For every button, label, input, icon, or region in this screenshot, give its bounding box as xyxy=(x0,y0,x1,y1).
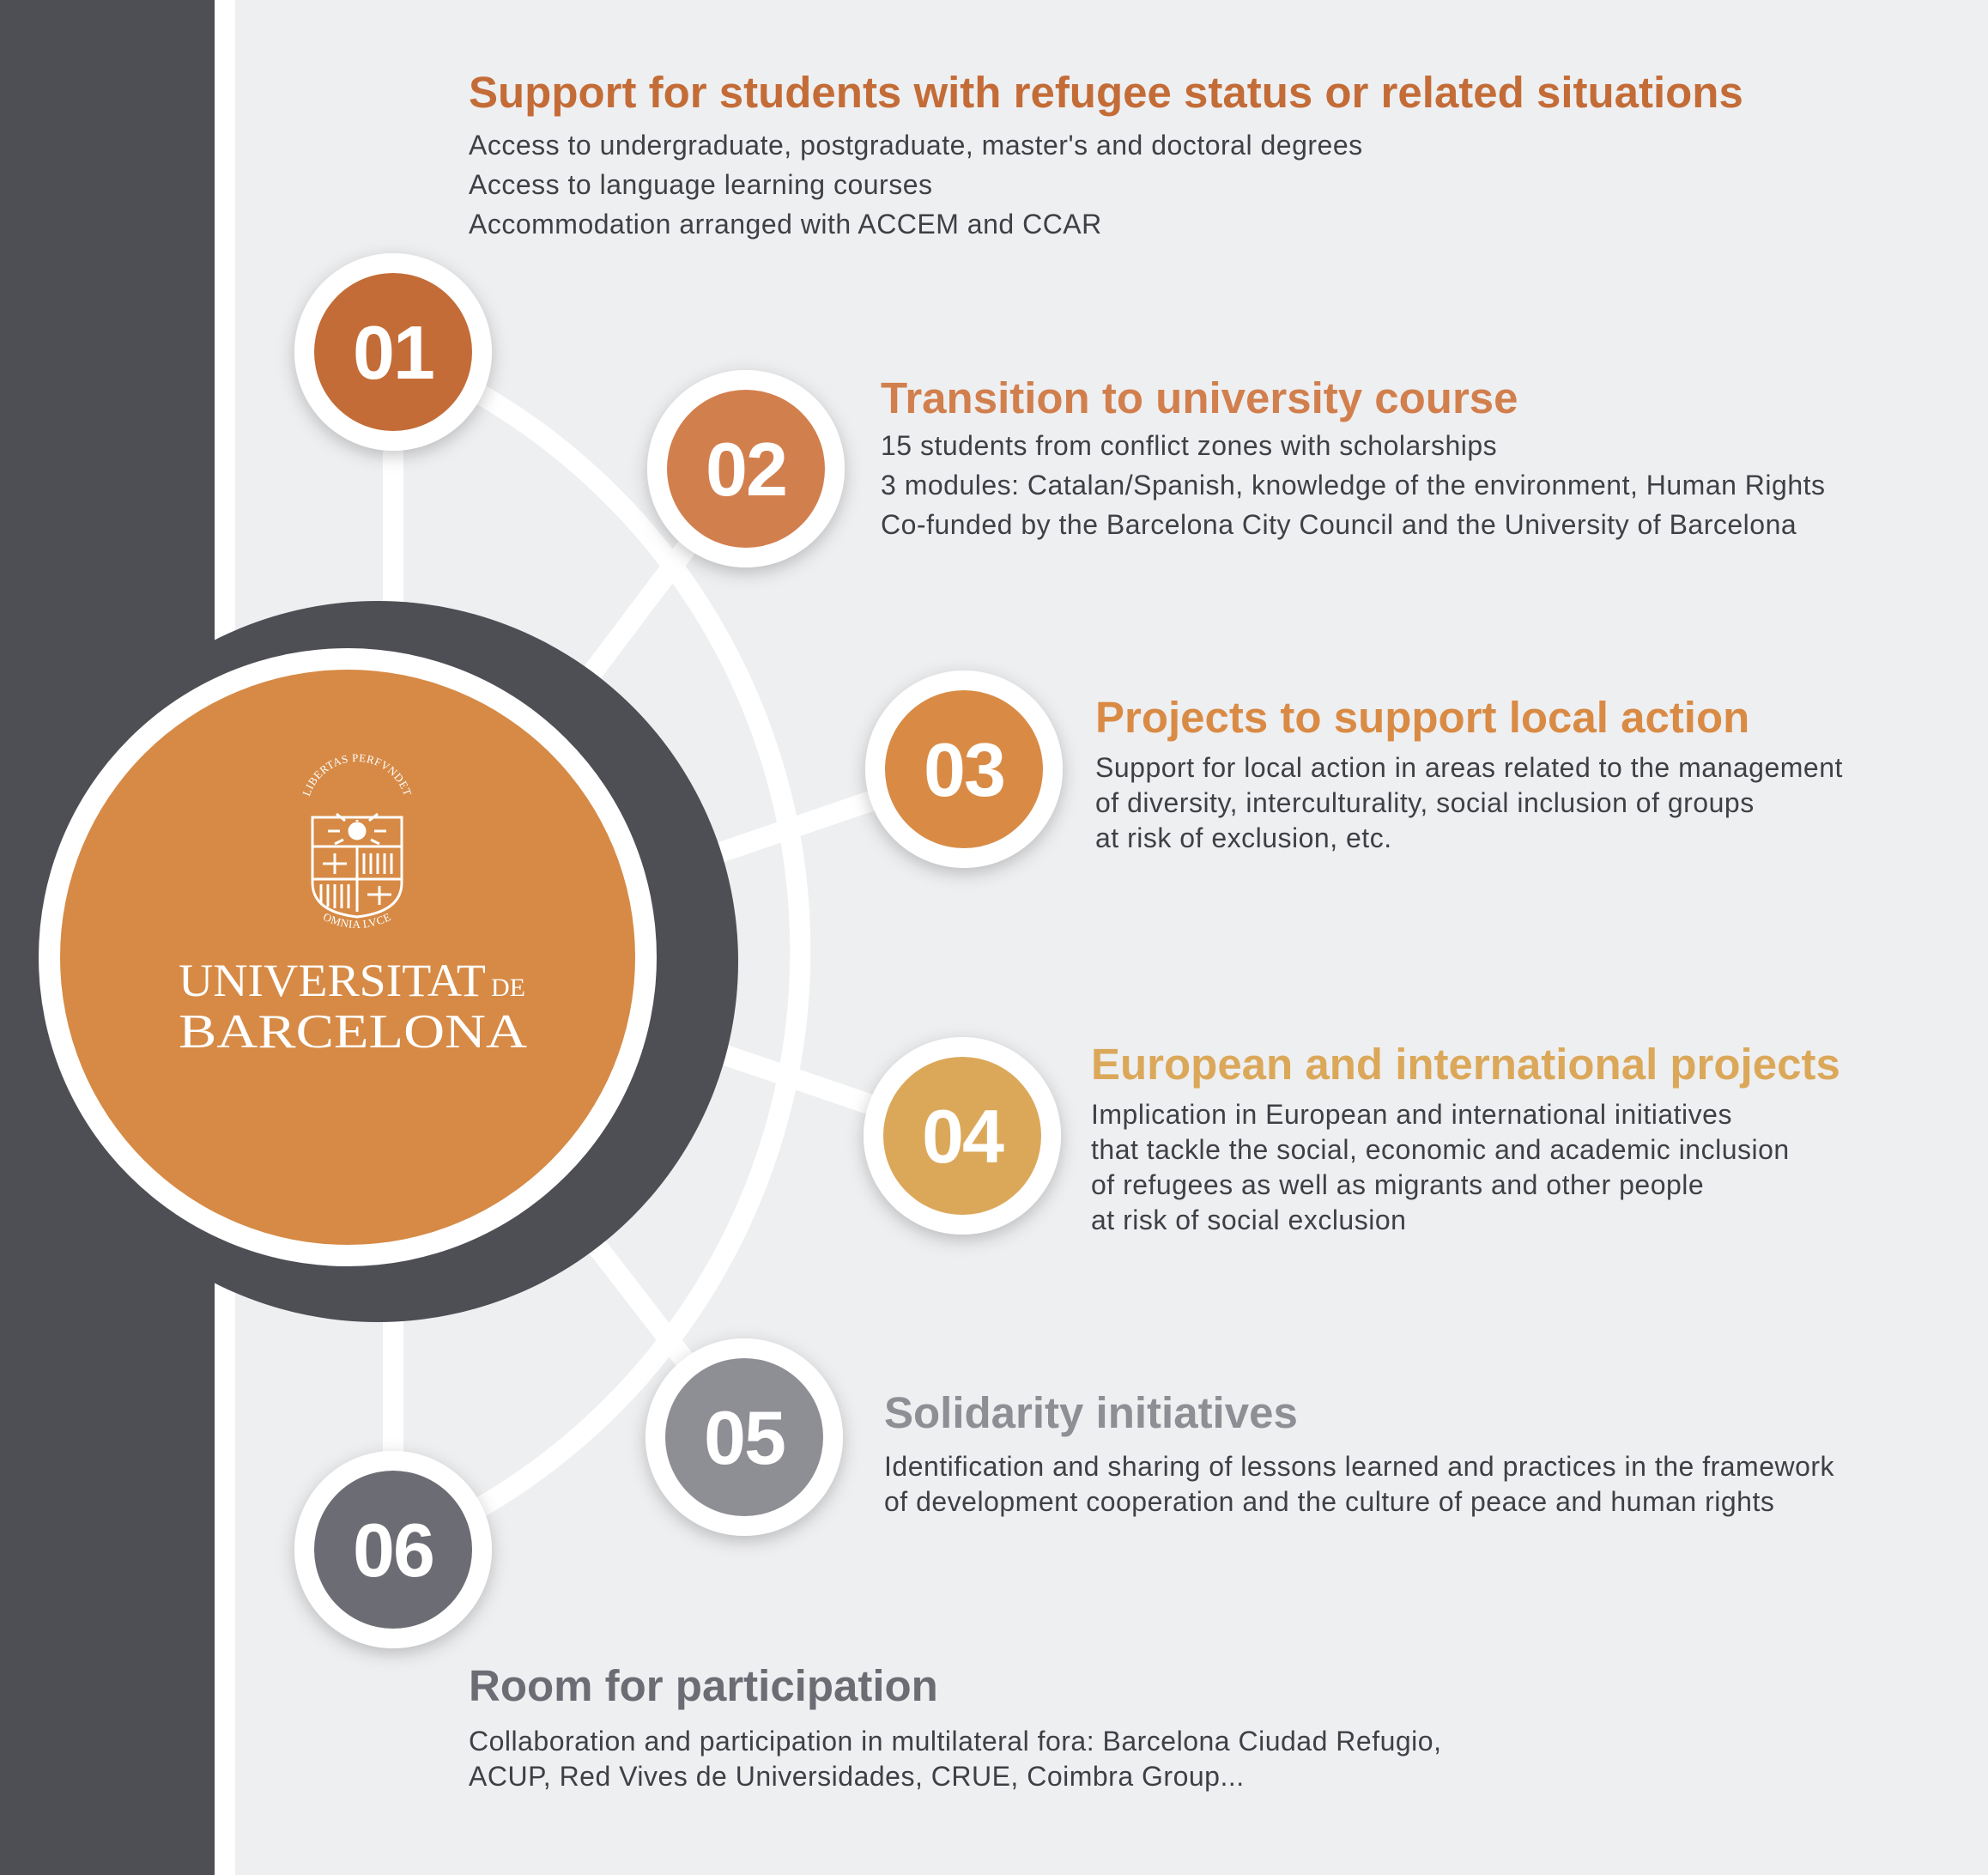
logo-name-line2: BARCELONA xyxy=(179,1005,528,1059)
node-03 xyxy=(865,671,1063,868)
node-05-text xyxy=(884,1386,1834,1520)
node-04-line-2: that tackle the social, economic and academic inclusion xyxy=(1091,1133,1790,1165)
node-03-line-1: Support for local action in areas related to the management xyxy=(1095,751,1843,783)
node-02-line-2: 3 modules: Catalan/Spanish, knowledge of the environment, Human Rights xyxy=(881,469,1826,501)
node-02-title: Transition to university course xyxy=(881,373,1518,422)
node-05 xyxy=(645,1338,843,1536)
node-04-text xyxy=(1091,1037,1840,1238)
node-01-line-1: Access to undergraduate, postgraduate, master's and doctoral degrees xyxy=(469,129,1363,161)
node-05-line-2: of development cooperation and the culture of peace and human rights xyxy=(884,1485,1775,1517)
node-01-line-2: Access to language learning courses xyxy=(469,168,933,200)
node-02 xyxy=(647,370,845,567)
node-03-line-2: of diversity, interculturality, social inclusion of groups xyxy=(1095,786,1755,818)
node-02-line-1: 15 students from conflict zones with scholarships xyxy=(881,429,1498,461)
node-06-text xyxy=(469,1659,1441,1794)
node-05-number: 05 xyxy=(704,1395,785,1480)
node-03-line-3: at risk of exclusion, etc. xyxy=(1095,822,1392,853)
node-06-number: 06 xyxy=(353,1508,433,1593)
logo-motto-top: LIBERTAS PERFVNDET xyxy=(300,750,415,798)
node-01-line-3: Accommodation arranged with ACCEM and CCAR xyxy=(469,208,1102,240)
logo-motto-bottom: OMNIA LVCE xyxy=(321,909,393,931)
logo-name-de: DE xyxy=(491,974,525,1002)
logo-name-line1: UNIVERSITAT xyxy=(179,955,487,1006)
node-06-line-2: ACUP, Red Vives de Universidades, CRUE, Coimbra Group... xyxy=(469,1760,1245,1792)
node-04-line-1: Implication in European and international initiatives xyxy=(1091,1098,1732,1130)
node-02-number: 02 xyxy=(706,427,786,512)
node-03-text xyxy=(1095,690,1843,856)
node-02-text xyxy=(881,371,1826,544)
node-06-title: Room for participation xyxy=(469,1661,938,1710)
node-04-title: European and international projects xyxy=(1091,1040,1840,1089)
node-04-number: 04 xyxy=(922,1094,1003,1179)
node-01-number: 01 xyxy=(353,310,433,395)
node-06 xyxy=(294,1451,492,1648)
node-06-line-1: Collaboration and participation in multilateral fora: Barcelona Ciudad Refugio, xyxy=(469,1725,1442,1757)
node-01-title: Support for students with refugee status or related situations xyxy=(469,68,1743,117)
node-03-title: Projects to support local action xyxy=(1095,693,1750,742)
node-01-text xyxy=(469,65,1743,244)
node-05-line-1: Identification and sharing of lessons learned and practices in the framework xyxy=(884,1450,1835,1482)
node-01 xyxy=(294,253,492,451)
node-03-number: 03 xyxy=(924,727,1004,812)
node-02-line-3: Co-funded by the Barcelona City Council and the University of Barcelona xyxy=(881,508,1797,540)
node-04-line-4: at risk of social exclusion xyxy=(1091,1204,1407,1235)
node-05-title: Solidarity initiatives xyxy=(884,1388,1298,1437)
node-04-line-3: of refugees as well as migrants and other people xyxy=(1091,1168,1705,1200)
node-04 xyxy=(864,1037,1061,1235)
